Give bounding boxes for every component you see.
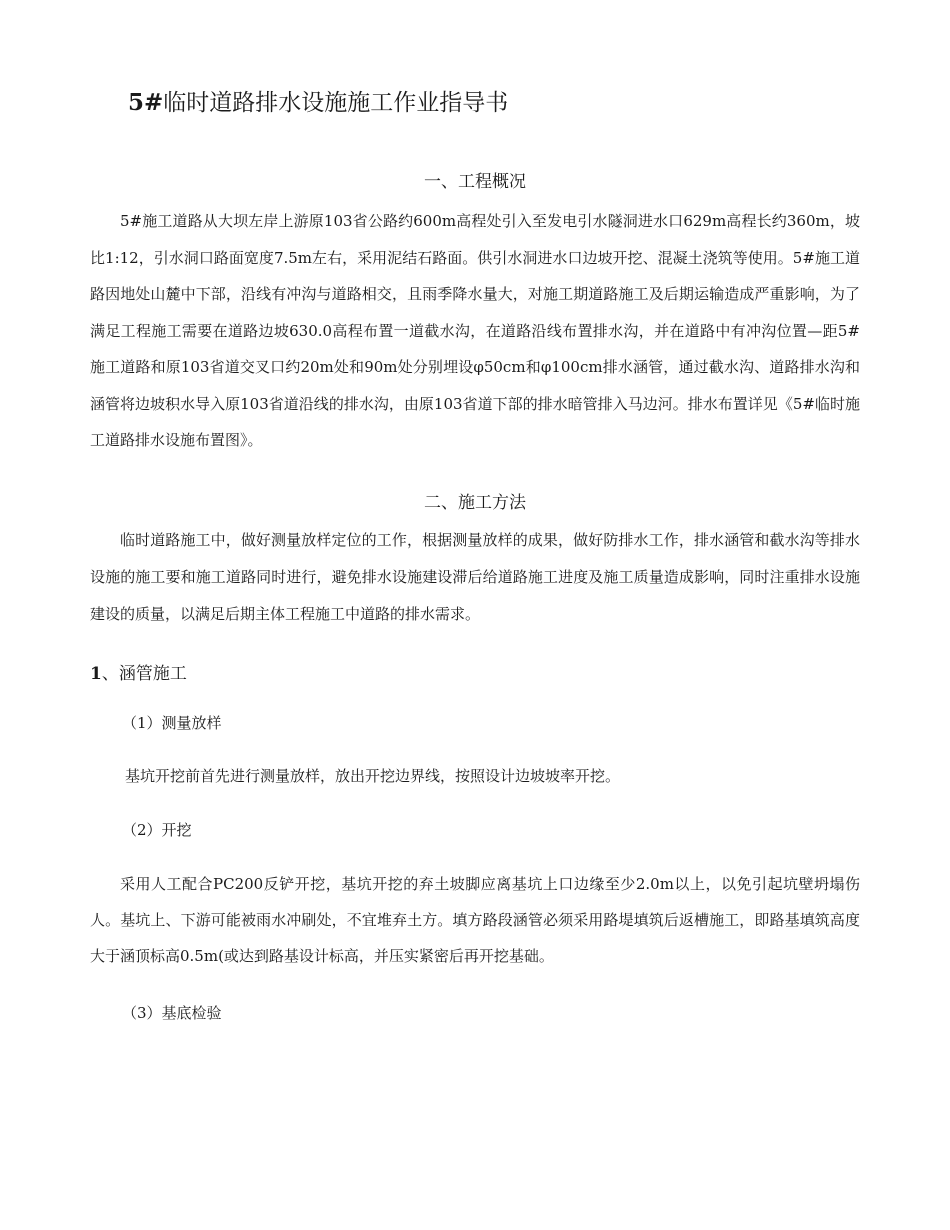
step-heading-survey: （1）测量放样: [122, 714, 222, 732]
document-title-number: 5#: [128, 89, 164, 116]
document-title-text: 临时道路排水设施施工作业指导书: [163, 90, 509, 116]
step-heading-base-inspection: （3）基底检验: [122, 1004, 222, 1022]
section-heading-overview: 一、工程概况: [424, 172, 526, 192]
step-text-survey: 基坑开挖前首先进行测量放样，放出开挖边界线，按照设计边坡坡率开挖。: [125, 767, 621, 785]
method-paragraph: 临时道路施工中，做好测量放样定位的工作，根据测量放样的成果，做好防排水工作，排水涵管和截水沟等排水设施的施工要和施工道路同时进行，避免排水设施建设滞后给道路施工进度及施工质量造成影响，同时注重排水设施建设的质量，以满足后期主体工程施工中道路的排水需求。: [90, 531, 860, 623]
overview-paragraph: 5#施工道路从大坝左岸上游原103省公路约600m高程处引入至发电引水隧洞进水口629m高程长约360m，坡比1:12，引水洞口路面宽度7.5m左右，采用泥结石路面。供引水洞进水口边坡开挖、混凝土浇筑等使用。5#施工道路因地处山麓中下部，沿线有冲沟与道路相交，且雨季降水量大，对施工期道路施工及后期运输造成严重影响，为了满足工程施工需要在道路边坡630.0高程布置一道截水沟，在道路沿线布置排水沟，并在道路中有冲沟位置—距5#施工道路和原103省道交叉口约20m处和90m处分别埋设φ50cm和φ100cm排水涵管，通过截水沟、道路排水沟和涵管将边坡积水导入原103省道沿线的排水沟，由原103省道下部的排水暗管排入马边河。排水布置详见《5#临时施工道路排水设施布置图》。: [90, 212, 860, 449]
subsection-heading-culvert: [90, 662, 187, 686]
document-title: [128, 88, 508, 118]
subsection-title: 、涵管施工: [101, 664, 187, 684]
section-heading-method: 二、施工方法: [424, 493, 526, 513]
step-heading-excavation: （2）开挖: [122, 821, 192, 839]
step-text-excavation: 采用人工配合PC200反铲开挖，基坑开挖的弃土坡脚应离基坑上口边缘至少2.0m以上，以免引起坑壁坍塌伤人。基坑上、下游可能被雨水冲刷处，不宜堆弃土方。填方路段涵管必须采用路堤填筑后返槽施工，即路基填筑高度大于涵顶标高0.5m(或达到路基设计标高，并压实紧密后再开挖基础。: [90, 875, 860, 965]
subsection-number: 1: [90, 664, 102, 684]
